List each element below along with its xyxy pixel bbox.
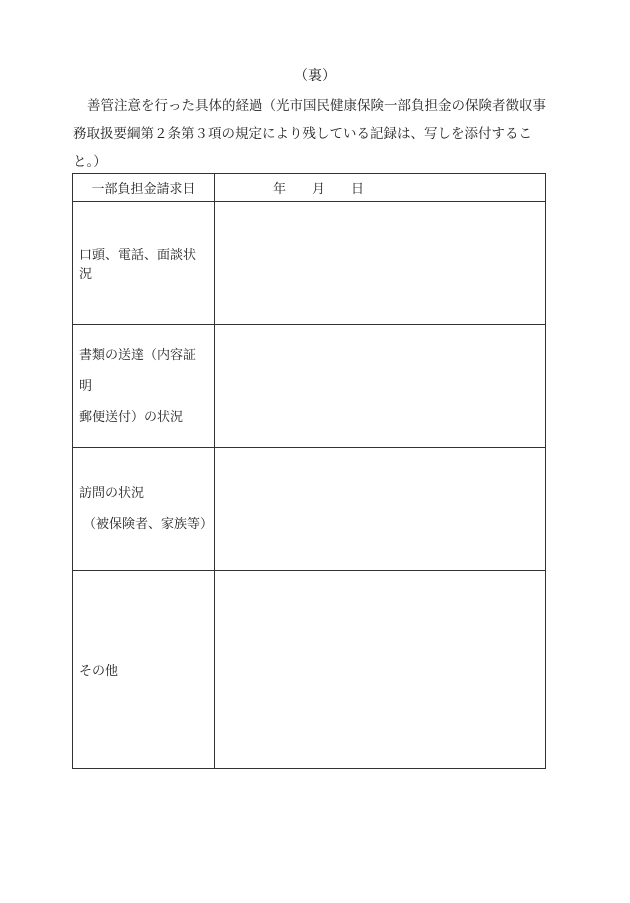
- table-row-document-delivery: [73, 325, 546, 448]
- document-delivery-field[interactable]: [215, 325, 546, 448]
- table-row-billing-date: [73, 174, 546, 202]
- table-row-other: [73, 571, 546, 769]
- document-delivery-label-line-2: 郵便送付）の状況: [79, 409, 184, 425]
- document-delivery-label-line-1: 書類の送達（内容証明: [79, 347, 197, 394]
- other-label: [73, 571, 215, 769]
- table-row-visit: [73, 448, 546, 571]
- other-label-line-1: その他: [79, 664, 119, 679]
- billing-date-label: 一部負担金請求日: [73, 174, 215, 202]
- visit-label-line-1: 訪問の状況: [79, 486, 145, 501]
- billing-date-field[interactable]: [215, 174, 546, 202]
- visit-label-line-2: （被保険者、家族等）: [83, 517, 214, 532]
- visit-field[interactable]: [215, 448, 546, 571]
- visit-label: [73, 448, 215, 571]
- intro-paragraph: 善管注意を行った具体的経過（光市国民健康保険一部負担金の保険者徴収事務取扱要綱第２条第３項の規定により残している記録は、写しを添付すること。）: [73, 98, 546, 170]
- document-delivery-label: [73, 325, 215, 448]
- day-label: 日: [351, 182, 365, 197]
- oral-phone-interview-field[interactable]: [215, 202, 546, 325]
- page-title: （裏）: [294, 68, 336, 84]
- table-row-oral-phone-interview: [73, 202, 546, 325]
- month-label: 月: [312, 182, 326, 197]
- oral-phone-interview-label: [73, 202, 215, 325]
- other-field[interactable]: [215, 571, 546, 769]
- year-label: 年: [273, 182, 287, 197]
- oral-phone-interview-label-line-1: 口頭、電話、面談状況: [79, 248, 197, 282]
- record-table: [72, 173, 546, 769]
